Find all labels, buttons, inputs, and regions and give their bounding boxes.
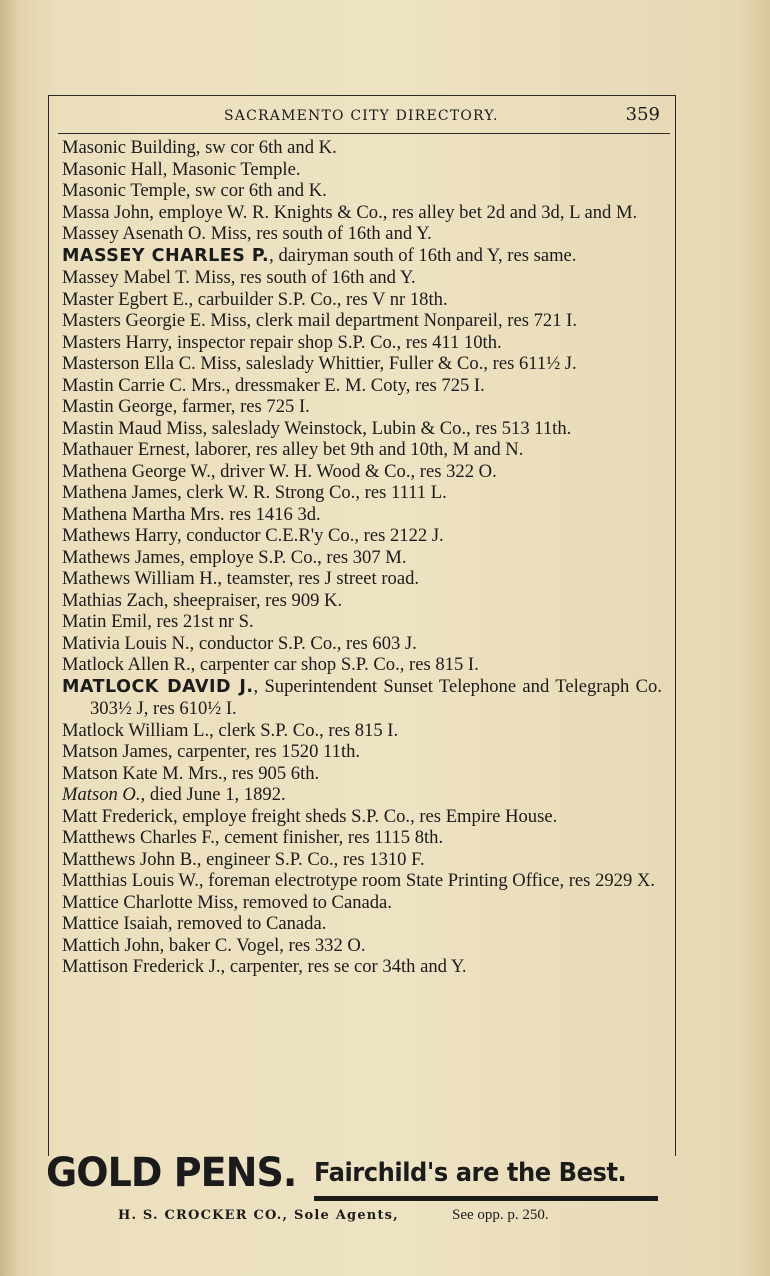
entry-text: Mathews James, employe S.P. Co., res 307 M. (62, 546, 407, 568)
directory-entry (62, 870, 662, 892)
entry-text: Massey Asenath O. Miss, res south of 16th and Y. (62, 223, 432, 244)
directory-entry (62, 849, 662, 871)
entry-text: Mathias Zach, sheepraiser, res 909 K. (62, 589, 343, 611)
directory-entry (62, 375, 662, 397)
directory-entry (62, 159, 662, 181)
entry-text: Masters Harry, inspector repair shop S.P. Co., res 411 10th. (62, 331, 502, 353)
entry-text: Mathena James, clerk W. R. Strong Co., res 1111 L. (62, 482, 447, 503)
entry-text: Masters Georgie E. Miss, clerk mail department Nonpareil, res 721 I. (62, 310, 577, 331)
ad-headline: GOLD PENS. (46, 1150, 297, 1196)
running-title: SACRAMENTO CITY DIRECTORY. (224, 108, 499, 124)
directory-entry (62, 418, 662, 440)
page-header (48, 104, 674, 130)
directory-entry (62, 482, 662, 504)
entry-text: Mativia Louis N., conductor S.P. Co., res 603 J. (62, 632, 417, 654)
header-rule (58, 133, 670, 134)
directory-entry (62, 180, 662, 202)
entry-text: Mathews William H., teamster, res J street road. (62, 568, 420, 589)
directory-entry (62, 676, 662, 720)
entry-text: Masonic Temple, sw cor 6th and K. (62, 180, 327, 201)
entry-text: Massey Mabel T. Miss, res south of 16th and Y. (62, 267, 416, 288)
directory-entry (62, 611, 662, 633)
ad-agents: H. S. CROCKER CO., Sole Agents, (118, 1208, 399, 1223)
directory-entry (62, 223, 662, 245)
entry-text: Mattison Frederick J., carpenter, res se cor 34th and Y. (62, 956, 467, 977)
ad-reference: See opp. p. 250. (452, 1207, 549, 1223)
entry-text: Masonic Building, sw cor 6th and K. (62, 137, 337, 158)
entry-name-italic: Matson O. (62, 784, 141, 805)
directory-entry (62, 720, 662, 742)
directory-entry (62, 504, 662, 526)
entry-text: , died June 1, 1892. (140, 784, 286, 805)
directory-entry (62, 396, 662, 418)
entry-text: Mattice Isaiah, removed to Canada. (62, 913, 327, 934)
directory-entry (62, 202, 662, 224)
entry-text: Mathena Martha Mrs. res 1416 3d. (62, 503, 321, 525)
directory-entry (62, 827, 662, 849)
directory-entry (62, 935, 662, 957)
directory-entry (62, 245, 662, 268)
entry-text: Mattich John, baker C. Vogel, res 332 O. (62, 934, 366, 956)
entry-text: Matthews Charles F., cement finisher, res 1115 8th. (62, 827, 444, 848)
ad-underline (314, 1196, 658, 1201)
directory-entry (62, 137, 662, 159)
entry-text: Matlock William L., clerk S.P. Co., res 815 I. (62, 719, 399, 741)
directory-entry (62, 892, 662, 914)
entry-text: , dairyman south of 16th and Y, res same. (269, 244, 577, 266)
directory-entry (62, 654, 662, 676)
entry-text: Mathews Harry, conductor C.E.R'y Co., res 2122 J. (62, 525, 444, 546)
directory-entry (62, 741, 662, 763)
entry-text: Master Egbert E., carbuilder S.P. Co., res V nr 18th. (62, 288, 448, 310)
directory-entry (62, 461, 662, 483)
entry-text: Mastin Maud Miss, saleslady Weinstock, Lubin & Co., res 513 11th. (62, 417, 572, 439)
directory-entry (62, 956, 662, 978)
directory-entry (62, 439, 662, 461)
directory-entry (62, 332, 662, 354)
entry-text: Mathauer Ernest, laborer, res alley bet 9th and 10th, M and N. (62, 439, 524, 460)
entry-text: Matlock Allen R., carpenter car shop S.P. Co., res 815 I. (62, 654, 479, 675)
directory-entry (62, 913, 662, 935)
directory-entry (62, 267, 662, 289)
directory-entry (62, 784, 662, 806)
entry-text: Matson Kate M. Mrs., res 905 6th. (62, 762, 320, 784)
directory-entry (62, 289, 662, 311)
directory-entry (62, 568, 662, 590)
directory-entry (62, 525, 662, 547)
entry-text: Mathena George W., driver W. H. Wood & Co., res 322 O. (62, 460, 497, 482)
entry-text: Massa John, employe W. R. Knights & Co., res alley bet 2d and 3d, L and M. (62, 201, 638, 223)
directory-entry (62, 310, 662, 332)
entry-text: Matthias Louis W., foreman electrotype room State Printing Office, res 2929 X. (62, 870, 655, 891)
entry-text: Matin Emil, res 21st nr S. (62, 611, 254, 632)
entry-text: Mastin Carrie C. Mrs., dressmaker E. M. Coty, res 725 I. (62, 374, 485, 396)
entry-text: , Superintendent Sunset Telephone and Telegraph Co. 303½ J, res 610½ I. (90, 675, 662, 719)
ad-slogan: Fairchild's are the Best. (314, 1158, 627, 1188)
entry-text: Matson James, carpenter, res 1520 11th. (62, 741, 361, 762)
entry-text: Matthews John B., engineer S.P. Co., res 1310 F. (62, 848, 425, 870)
advertisement (44, 1150, 670, 1250)
directory-entry (62, 353, 662, 375)
directory-entry (62, 806, 662, 828)
entry-text: Mattice Charlotte Miss, removed to Canada. (62, 891, 392, 913)
page-number: 359 (625, 104, 660, 125)
directory-entry (62, 547, 662, 569)
directory-entry (62, 590, 662, 612)
entry-name-bold: MASSEY CHARLES P. (62, 245, 270, 266)
entry-text: Masterson Ella C. Miss, saleslady Whittier, Fuller & Co., res 611½ J. (62, 353, 577, 374)
directory-entry (62, 763, 662, 785)
directory-entry (62, 633, 662, 655)
entry-text: Mastin George, farmer, res 725 I. (62, 396, 310, 417)
entry-text: Matt Frederick, employe freight sheds S.P. Co., res Empire House. (62, 805, 558, 827)
entry-text: Masonic Hall, Masonic Temple. (62, 158, 301, 180)
entry-name-bold: MATLOCK DAVID J. (62, 676, 254, 697)
directory-entries (62, 137, 662, 978)
